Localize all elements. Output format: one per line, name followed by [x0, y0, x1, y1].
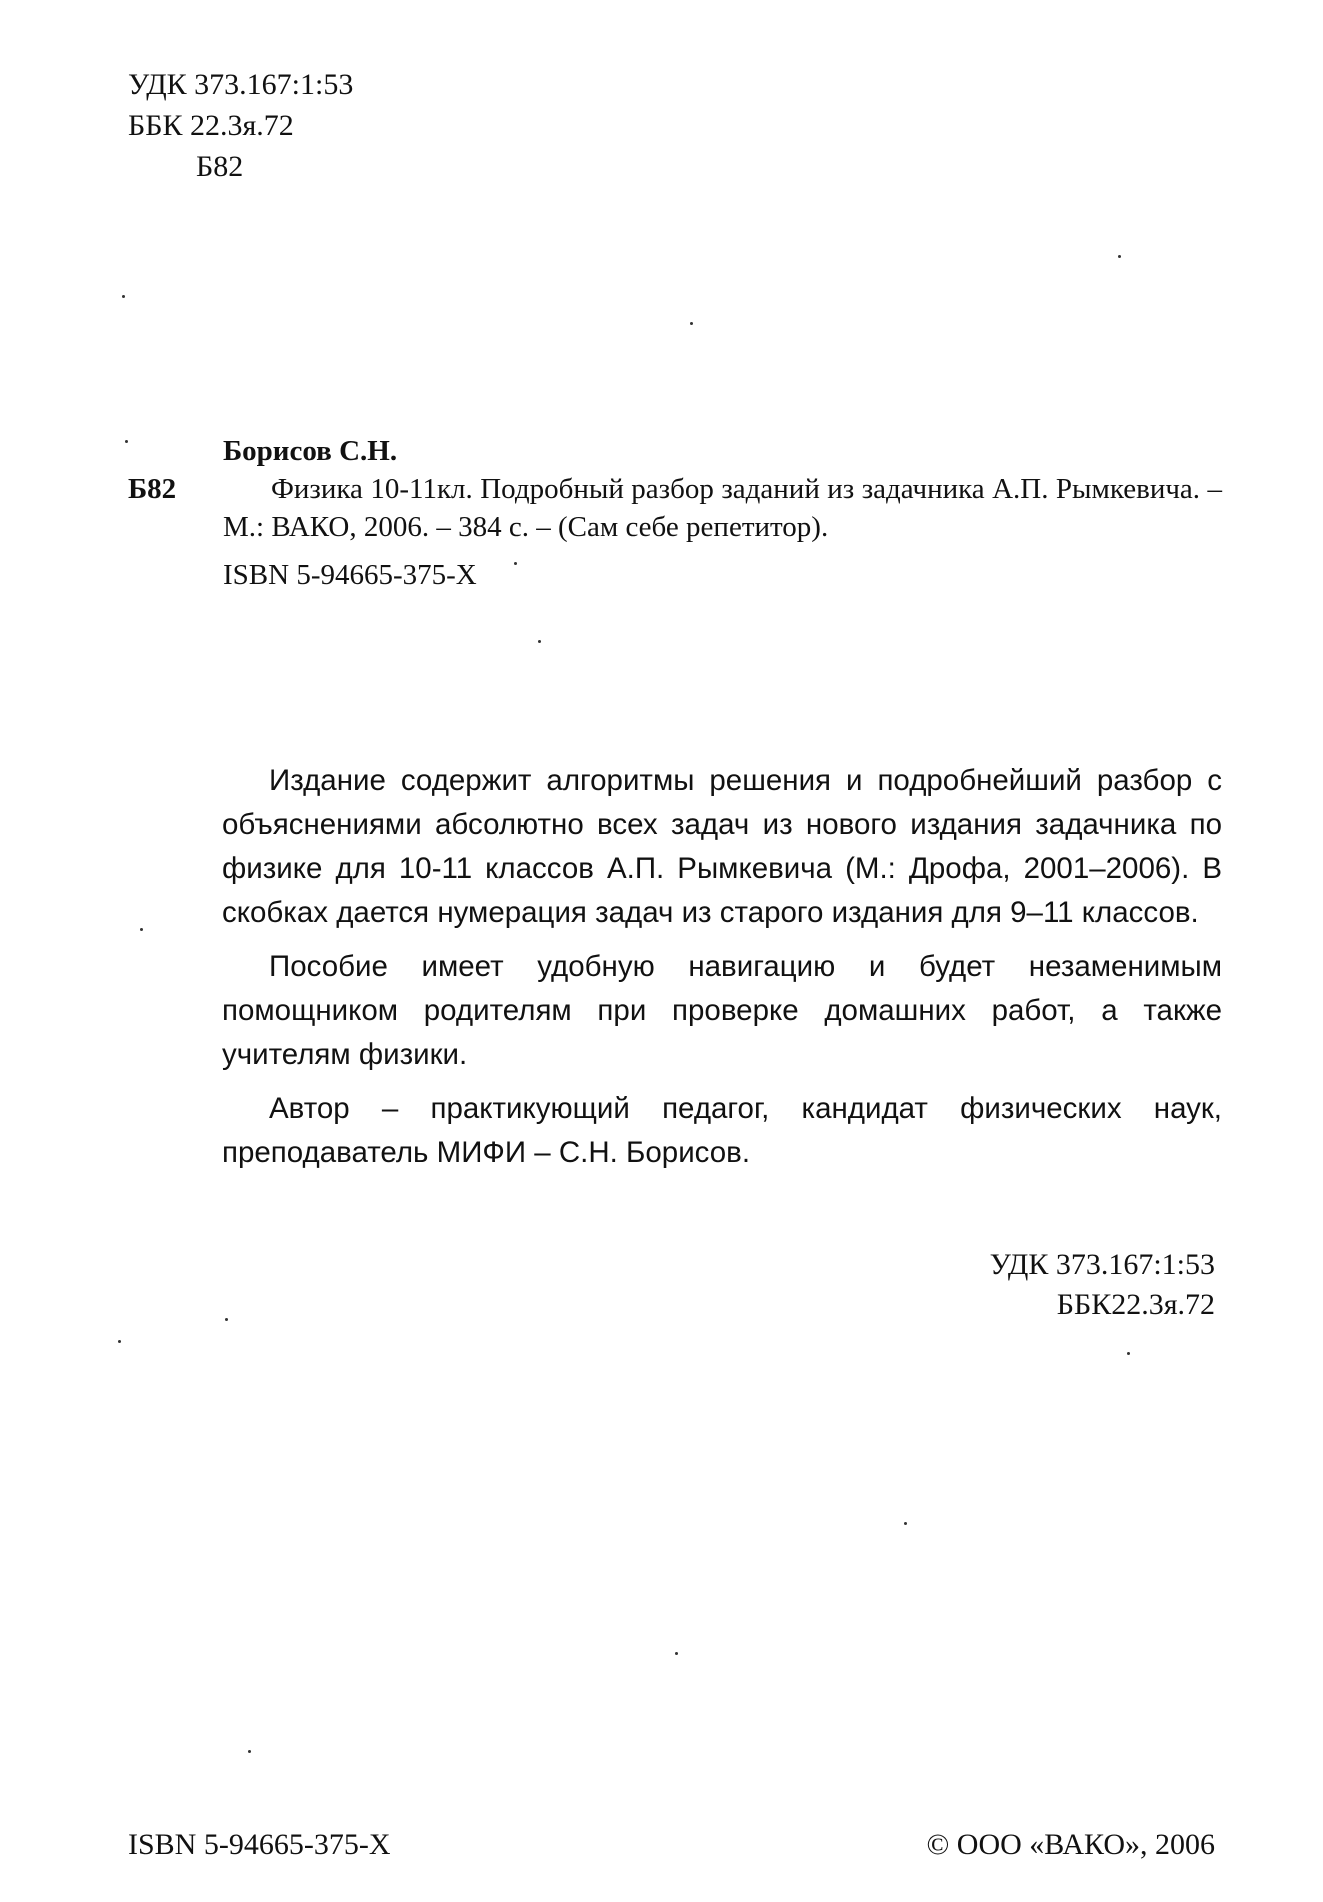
- bbk-code: ББК 22.3я.72: [128, 109, 294, 142]
- udk-code: УДК 373.167:1:53: [128, 68, 354, 101]
- scan-speck: [675, 1652, 678, 1655]
- record-isbn: ISBN 5-94665-375-X: [223, 559, 477, 591]
- annotation: [222, 759, 1222, 1185]
- record-description: Физика 10-11кл. Подробный разбор заданий из задачника А.П. Рымкевича. – М.: ВАКО, 2006. – 384 с. – (Сам себе репетитор).: [223, 473, 1222, 543]
- scan-speck: [690, 322, 693, 325]
- record-entry: [128, 470, 1222, 546]
- bbk-code: ББК22.3я.72: [1056, 1288, 1215, 1321]
- author-mark: Б82: [196, 150, 244, 183]
- scan-speck: [225, 1318, 228, 1321]
- bibliographic-record: [128, 432, 1222, 594]
- scan-speck: [122, 295, 125, 298]
- scan-speck: [904, 1522, 907, 1525]
- bottom-classification: [990, 1245, 1215, 1325]
- footer-copyright: © ООО «ВАКО», 2006: [926, 1828, 1215, 1861]
- udk-code: УДК 373.167:1:53: [989, 1248, 1215, 1281]
- scan-speck: [140, 928, 143, 931]
- scan-speck: [118, 1340, 121, 1343]
- record-author: Борисов С.Н.: [223, 435, 398, 467]
- annotation-paragraph: Издание содержит алгоритмы решения и подробнейший разбор с объяснениями абсолютно всех задач из нового издания задачника по физике для 10-11 классов А.П. Рымкевича (М.: Дрофа, 2001–2006). В скобках дается нумерация задач из старого издания для 9–11 классов.: [222, 764, 1222, 929]
- scan-speck: [248, 1750, 251, 1753]
- scan-speck: [514, 562, 517, 565]
- scan-speck: [1118, 255, 1121, 258]
- scan-speck: [538, 640, 541, 643]
- scan-speck: [125, 440, 128, 443]
- scan-speck: [1127, 1352, 1130, 1355]
- annotation-paragraph: Автор – практикующий педагог, кандидат физических наук, преподаватель МИФИ – С.Н. Борисов.: [222, 1092, 1222, 1169]
- annotation-paragraph: Пособие имеет удобную навигацию и будет незаменимым помощником родителям при проверке домашних работ, а также учителям физики.: [222, 950, 1222, 1071]
- footer-isbn: ISBN 5-94665-375-X: [128, 1828, 391, 1861]
- record-code: Б82: [128, 473, 177, 505]
- header-classification: [128, 64, 353, 187]
